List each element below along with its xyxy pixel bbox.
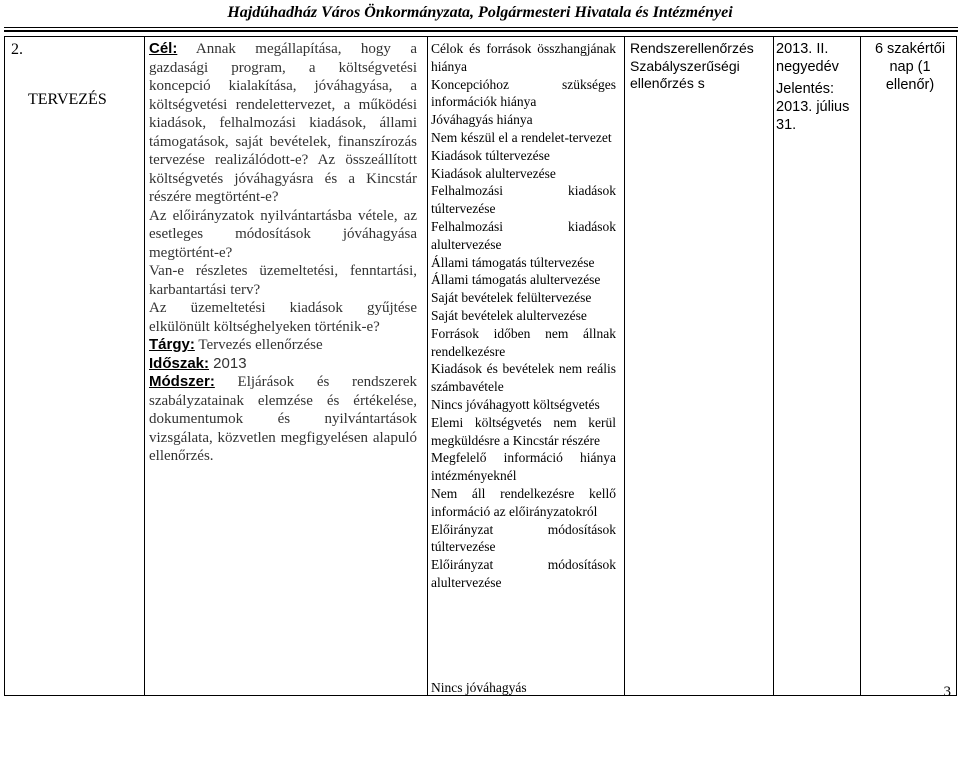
risk-item: Kiadások túltervezése (431, 147, 550, 163)
risk-item: Koncepcióhoz szükséges információk hiánya (431, 76, 616, 110)
risk-item: Saját bevételek felültervezése (431, 290, 592, 306)
risk-item: Állami támogatás túltervezése (431, 254, 595, 270)
column-divider (4, 36, 5, 696)
aim-paragraph (149, 40, 417, 207)
header-rule (4, 27, 958, 28)
risk-item: Megfelelő információ hiánya intézményeknél (431, 450, 616, 484)
audit-type: Rendszerellenőrzés Szabályszerűségi ellenőrzés s (630, 40, 754, 91)
page-number: 3 (943, 684, 951, 700)
risk-item: Célok és források összhangjának hiánya (431, 41, 616, 74)
timing-quarter: 2013. II. negyedév (776, 41, 839, 75)
aim-question-3: Van-e részletes üzemeltetési, fenntartási, karbantartási terv? (149, 263, 417, 298)
column-divider (427, 36, 428, 696)
header-rule-thick (4, 30, 958, 32)
column-divider (144, 36, 145, 696)
period-label: Időszak: (149, 354, 210, 372)
phase-label: TERVEZÉS (28, 91, 107, 108)
aim-text: Annak megállapítása, hogy a gazdasági program, a költségvetési koncepció kialakítása, jóváhagyása, a költségvetési rendelettervezet, a működési kiadások, felhalmozási kiadások, állami támogatások, saját bevételek, finanszírozás tervezése realizálódott-e? Az összeállított költségvetés jóváhagyásra és a Kincstár részére megtörtént-e? (149, 41, 417, 205)
subject-line (149, 336, 417, 355)
risk-item: Előirányzat módosítások alultervezése (431, 557, 616, 590)
risk-item: Kiadások alultervezése (431, 165, 556, 181)
resource-cell: 6 szakértői nap (1 ellenőr) (874, 41, 946, 93)
risk-item: Kiadások és bevételek nem reális számbavétele (431, 361, 616, 395)
risk-item: Nincs jóváhagyott költségvetés (431, 396, 600, 412)
aim-question-2: Az előirányzatok nyilvántartásba vétele, az esetleges módosítások jóváhagyása megtörtént-e? (149, 207, 417, 261)
risk-item: Jóváhagyás hiánya (431, 112, 533, 128)
aim-label: Cél: (149, 40, 178, 57)
risk-item: Felhalmozási kiadások túltervezése (431, 183, 616, 217)
document-header: Hajdúhadház Város Önkormányzata, Polgármesteri Hivatala és Intézményei (227, 4, 733, 21)
risk-item: Nem áll rendelkezésre kellő információ az előirányzatokról (431, 485, 616, 519)
column-divider (624, 36, 625, 696)
risk-item: Saját bevételek alultervezése (431, 307, 587, 323)
method-text: Eljárások és rendszerek szabályzatainak elemzése és értékelése, dokumentumok és nyilvántartások vizsgálata, közvetlen megfigyelésen alapuló ellenőrzés. (149, 374, 417, 464)
risk-item: Előirányzat módosítások túltervezése (431, 521, 616, 555)
method-line (149, 373, 417, 466)
table-top-border (4, 36, 957, 37)
subject-text: Tervezés ellenőrzése (194, 337, 323, 353)
risk-item: Források időben nem állnak rendelkezésre (431, 325, 616, 359)
column-divider (860, 36, 861, 696)
period-text: 2013 (209, 354, 247, 372)
risk-item: Nem készül el a rendelet-tervezet (431, 129, 612, 145)
timing-cell (776, 40, 856, 134)
column-divider (956, 36, 957, 696)
column-divider (773, 36, 774, 696)
risk-item: Elemi költségvetés nem kerül megküldésre a Kincstár részére (431, 414, 616, 448)
subject-label: Tárgy: (149, 336, 195, 353)
report-label: Jelentés: (776, 81, 835, 97)
report-date: 2013. július 31. (776, 99, 850, 133)
risk-list (431, 40, 616, 592)
risk-item: Felhalmozási kiadások alultervezése (431, 218, 616, 252)
period-line (149, 355, 417, 374)
aim-question-4: Az üzemeltetési kiadások gyűjtése elkülönült költséghelyeken történik-e? (149, 300, 417, 335)
audit-aim-cell (149, 40, 417, 466)
row-number: 2. (11, 41, 23, 58)
risk-item: Állami támogatás alultervezése (431, 272, 601, 288)
last-risk: Nincs jóváhagyás (431, 680, 527, 695)
method-label: Módszer: (149, 373, 215, 390)
